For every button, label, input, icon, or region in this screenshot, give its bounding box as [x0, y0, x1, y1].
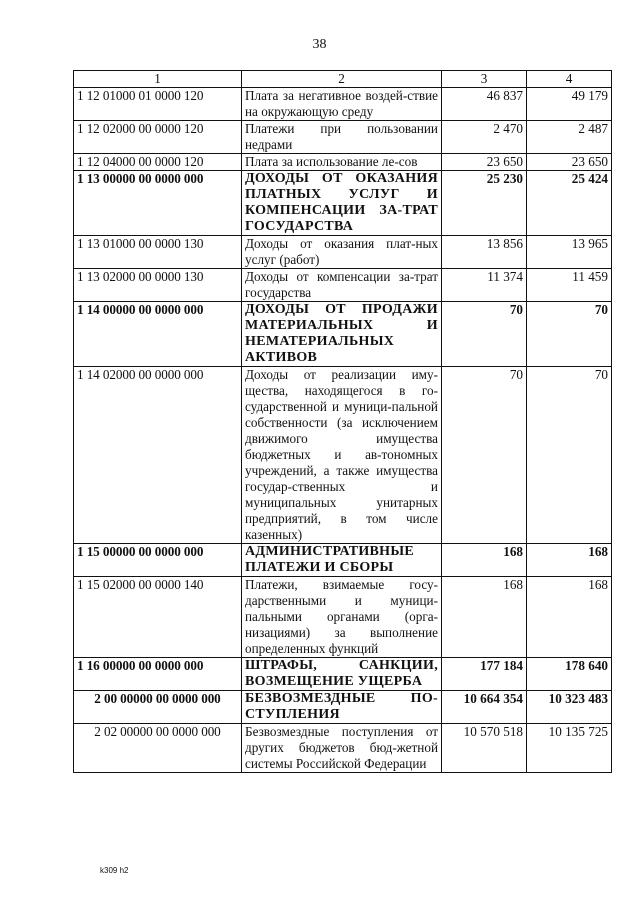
value-col3: 177 184 [442, 658, 527, 691]
table-row [74, 154, 612, 171]
table-row-section [74, 171, 612, 236]
revenue-name: ДОХОДЫ ОТ ОКАЗАНИЯ ПЛАТНЫХ УСЛУГ И КОМПЕНСАЦИИ ЗА-ТРАТ ГОСУДАРСТВА [242, 171, 442, 236]
table-header-row [74, 71, 612, 88]
budget-code: 1 15 00000 00 0000 000 [74, 544, 242, 577]
value-col4: 23 650 [527, 154, 612, 171]
revenue-name: Платежи, взимаемые госу-дарственными и муници-пальными органами (орга-низациями) за выполнение определенных функций [242, 577, 442, 658]
document-footer-code: k309 h2 [100, 866, 129, 875]
value-col3: 13 856 [442, 236, 527, 269]
table-row [74, 724, 612, 773]
revenue-name: Платежи при пользовании недрами [242, 121, 442, 154]
value-col4: 70 [527, 367, 612, 544]
value-col3: 2 470 [442, 121, 527, 154]
table-row-section [74, 691, 612, 724]
value-col4: 10 323 483 [527, 691, 612, 724]
table-row [74, 269, 612, 302]
revenue-name: Доходы от компенсации за-трат государства [242, 269, 442, 302]
value-col3: 11 374 [442, 269, 527, 302]
budget-code: 1 14 02000 00 0000 000 [74, 367, 242, 544]
revenue-name: Доходы от оказания плат-ных услуг (работ) [242, 236, 442, 269]
value-col4: 70 [527, 302, 612, 367]
value-col4: 2 487 [527, 121, 612, 154]
value-col4: 25 424 [527, 171, 612, 236]
revenue-name: ДОХОДЫ ОТ ПРОДАЖИ МАТЕРИАЛЬНЫХ И НЕМАТЕРИАЛЬНЫХ АКТИВОВ [242, 302, 442, 367]
revenue-name: ШТРАФЫ, САНКЦИИ, ВОЗМЕЩЕНИЕ УЩЕРБА [242, 658, 442, 691]
value-col4: 13 965 [527, 236, 612, 269]
revenue-table [73, 70, 612, 773]
value-col4: 49 179 [527, 88, 612, 121]
value-col3: 10 664 354 [442, 691, 527, 724]
page-number: 38 [312, 37, 327, 52]
value-col4: 178 640 [527, 658, 612, 691]
value-col3: 10 570 518 [442, 724, 527, 773]
column-header: 2 [242, 71, 442, 88]
value-col3: 25 230 [442, 171, 527, 236]
table-row [74, 236, 612, 269]
budget-code: 1 12 04000 00 0000 120 [74, 154, 242, 171]
budget-code: 1 12 01000 01 0000 120 [74, 88, 242, 121]
budget-code: 1 13 00000 00 0000 000 [74, 171, 242, 236]
table-row [74, 367, 612, 544]
budget-code: 1 14 00000 00 0000 000 [74, 302, 242, 367]
value-col4: 11 459 [527, 269, 612, 302]
table-row-section [74, 544, 612, 577]
revenue-name: Плата за негативное воздей-ствие на окружающую среду [242, 88, 442, 121]
column-header: 1 [74, 71, 242, 88]
column-header: 4 [527, 71, 612, 88]
budget-code: 1 12 02000 00 0000 120 [74, 121, 242, 154]
revenue-name: АДМИНИСТРАТИВНЫЕ ПЛАТЕЖИ И СБОРЫ [242, 544, 442, 577]
value-col3: 168 [442, 544, 527, 577]
value-col3: 46 837 [442, 88, 527, 121]
column-header: 3 [442, 71, 527, 88]
revenue-name: Доходы от реализации иму-щества, находящегося в го-сударственной и муници-пальной собственности (за исключением движимого имущества бюджетных и ав-тономных учреждений, а также имущества государ-ственных и муниципальных унитарных предприятий, в том числе казенных) [242, 367, 442, 544]
table-row [74, 121, 612, 154]
value-col4: 168 [527, 544, 612, 577]
budget-code: 1 13 01000 00 0000 130 [74, 236, 242, 269]
value-col3: 168 [442, 577, 527, 658]
revenue-name: БЕЗВОЗМЕЗДНЫЕ ПО-СТУПЛЕНИЯ [242, 691, 442, 724]
revenue-name: Безвозмездные поступления от других бюджетов бюд-жетной системы Российской Федерации [242, 724, 442, 773]
budget-code: 2 02 00000 00 0000 000 [74, 724, 242, 773]
value-col3: 23 650 [442, 154, 527, 171]
budget-code: 1 16 00000 00 0000 000 [74, 658, 242, 691]
value-col4: 10 135 725 [527, 724, 612, 773]
budget-code: 2 00 00000 00 0000 000 [74, 691, 242, 724]
table-row-section [74, 658, 612, 691]
budget-code: 1 15 02000 00 0000 140 [74, 577, 242, 658]
table-row [74, 577, 612, 658]
table-row [74, 88, 612, 121]
budget-code: 1 13 02000 00 0000 130 [74, 269, 242, 302]
value-col3: 70 [442, 367, 527, 544]
revenue-name: Плата за использование ле-сов [242, 154, 442, 171]
value-col3: 70 [442, 302, 527, 367]
table-row-section [74, 302, 612, 367]
value-col4: 168 [527, 577, 612, 658]
